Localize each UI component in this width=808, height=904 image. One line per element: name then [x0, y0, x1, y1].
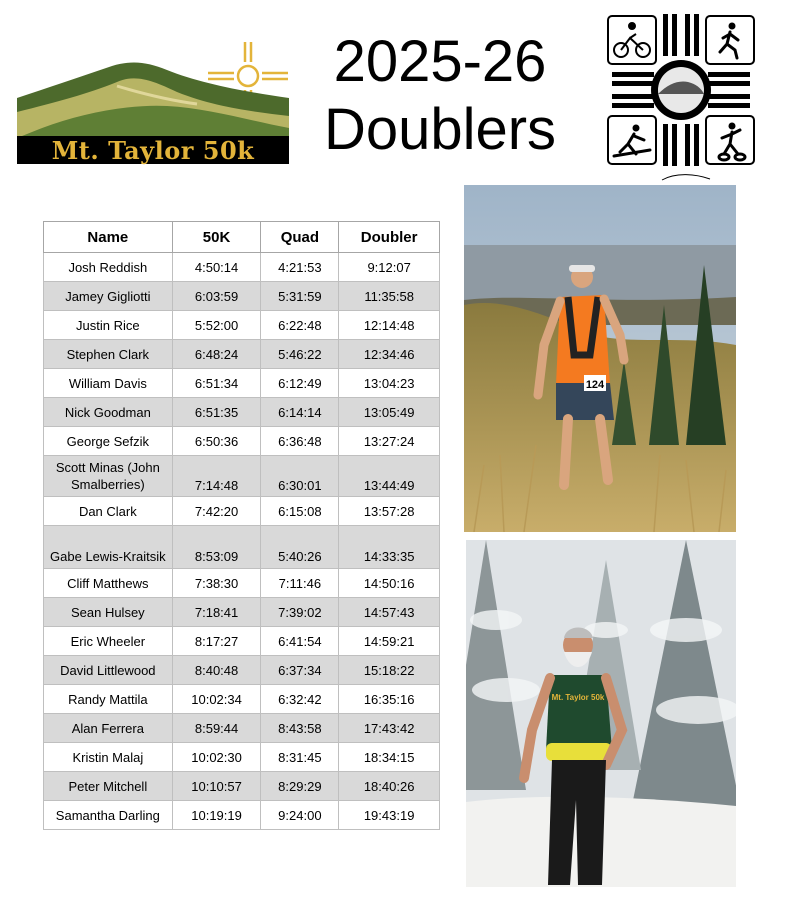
time-50k: 5:52:00 [172, 311, 261, 340]
table-row [44, 369, 440, 398]
time-doubler: 15:18:22 [339, 656, 440, 685]
time-doubler: 14:59:21 [339, 627, 440, 656]
time-doubler: 18:40:26 [339, 772, 440, 801]
race-bib: 124 [585, 379, 605, 391]
time-quad: 5:31:59 [261, 282, 339, 311]
time-doubler: 14:50:16 [339, 569, 440, 598]
time-doubler: 11:35:58 [339, 282, 440, 311]
time-50k: 8:53:09 [172, 526, 261, 569]
table-row [44, 656, 440, 685]
runner-name: Alan Ferrera [44, 714, 173, 743]
column-header-name: Name [44, 222, 173, 253]
runner-name: Randy Mattila [44, 685, 173, 714]
table-row [44, 569, 440, 598]
mt-taylor-logo [17, 40, 289, 164]
time-doubler: 13:04:23 [339, 369, 440, 398]
time-50k: 7:38:30 [172, 569, 261, 598]
time-50k: 10:02:30 [172, 743, 261, 772]
time-quad: 6:41:54 [261, 627, 339, 656]
time-doubler: 13:44:49 [339, 456, 440, 497]
time-quad: 6:12:49 [261, 369, 339, 398]
table-row [44, 714, 440, 743]
column-header-doubler: Doubler [339, 222, 440, 253]
runner-name: Gabe Lewis-Kraitsik [44, 526, 173, 569]
time-50k: 8:17:27 [172, 627, 261, 656]
table-row [44, 685, 440, 714]
runner-photo-snow [466, 540, 736, 887]
time-quad: 6:14:14 [261, 398, 339, 427]
time-50k: 10:02:34 [172, 685, 261, 714]
table-row [44, 253, 440, 282]
logo-text: Mt. Taylor 50k [51, 135, 255, 165]
time-doubler: 14:33:35 [339, 526, 440, 569]
time-quad: 5:40:26 [261, 526, 339, 569]
time-doubler: 12:34:46 [339, 340, 440, 369]
time-quad: 8:29:29 [261, 772, 339, 801]
time-quad: 8:43:58 [261, 714, 339, 743]
time-doubler: 16:35:16 [339, 685, 440, 714]
time-doubler: 19:43:19 [339, 801, 440, 830]
zia-sun-symbol [606, 14, 756, 184]
runner-name: Sean Hulsey [44, 598, 173, 627]
time-50k: 7:42:20 [172, 497, 261, 526]
time-doubler: 17:43:42 [339, 714, 440, 743]
time-50k: 7:14:48 [172, 456, 261, 497]
time-50k: 6:48:24 [172, 340, 261, 369]
time-quad: 8:31:45 [261, 743, 339, 772]
table-row [44, 598, 440, 627]
time-50k: 6:03:59 [172, 282, 261, 311]
runner-name: Dan Clark [44, 497, 173, 526]
table-row [44, 311, 440, 340]
time-50k: 8:40:48 [172, 656, 261, 685]
time-50k: 4:50:14 [172, 253, 261, 282]
time-doubler: 12:14:48 [339, 311, 440, 340]
time-quad: 4:21:53 [261, 253, 339, 282]
runner-name: Justin Rice [44, 311, 173, 340]
table-row [44, 340, 440, 369]
time-50k: 6:51:35 [172, 398, 261, 427]
time-50k: 8:59:44 [172, 714, 261, 743]
time-50k: 10:10:57 [172, 772, 261, 801]
time-quad: 6:15:08 [261, 497, 339, 526]
runner-name: Jamey Gigliotti [44, 282, 173, 311]
time-doubler: 13:57:28 [339, 497, 440, 526]
time-quad: 6:30:01 [261, 456, 339, 497]
title-year: 2025-26 [333, 29, 547, 94]
time-quad: 6:32:42 [261, 685, 339, 714]
runner-name: Josh Reddish [44, 253, 173, 282]
table-header-row [44, 222, 440, 253]
table-row [44, 772, 440, 801]
time-quad: 6:37:34 [261, 656, 339, 685]
page-title [305, 28, 575, 164]
time-doubler: 13:05:49 [339, 398, 440, 427]
table-row [44, 801, 440, 830]
runner-name: William Davis [44, 369, 173, 398]
shirt-logo-text: Mt. Taylor 50k [551, 693, 605, 702]
table-row [44, 497, 440, 526]
mountain-logo-icon [17, 40, 289, 140]
time-quad: 9:24:00 [261, 801, 339, 830]
time-quad: 7:39:02 [261, 598, 339, 627]
runner-name: Scott Minas (John Smalberries) [44, 456, 173, 497]
title-doublers: Doublers [323, 97, 557, 162]
time-doubler: 18:34:15 [339, 743, 440, 772]
runner-name: Peter Mitchell [44, 772, 173, 801]
time-50k: 10:19:19 [172, 801, 261, 830]
time-50k: 6:51:34 [172, 369, 261, 398]
column-header-50k: 50K [172, 222, 261, 253]
runner-name: Stephen Clark [44, 340, 173, 369]
table-row [44, 526, 440, 569]
time-quad: 6:22:48 [261, 311, 339, 340]
time-quad: 5:46:22 [261, 340, 339, 369]
table-row [44, 427, 440, 456]
table-row [44, 456, 440, 497]
time-50k: 7:18:41 [172, 598, 261, 627]
column-header-quad: Quad [261, 222, 339, 253]
runner-name: Eric Wheeler [44, 627, 173, 656]
runner-name: George Sefzik [44, 427, 173, 456]
runner-name: Nick Goodman [44, 398, 173, 427]
runner-name: Cliff Matthews [44, 569, 173, 598]
time-50k: 6:50:36 [172, 427, 261, 456]
runner-name: Kristin Malaj [44, 743, 173, 772]
runner-name: David Littlewood [44, 656, 173, 685]
table-row [44, 282, 440, 311]
time-quad: 7:11:46 [261, 569, 339, 598]
table-row [44, 398, 440, 427]
doublers-results-table [43, 221, 440, 830]
runner-photo-mountain [464, 185, 736, 532]
time-quad: 6:36:48 [261, 427, 339, 456]
runner-name: Samantha Darling [44, 801, 173, 830]
table-row [44, 743, 440, 772]
table-row [44, 627, 440, 656]
time-doubler: 9:12:07 [339, 253, 440, 282]
time-doubler: 14:57:43 [339, 598, 440, 627]
logo-banner [17, 136, 289, 164]
time-doubler: 13:27:24 [339, 427, 440, 456]
